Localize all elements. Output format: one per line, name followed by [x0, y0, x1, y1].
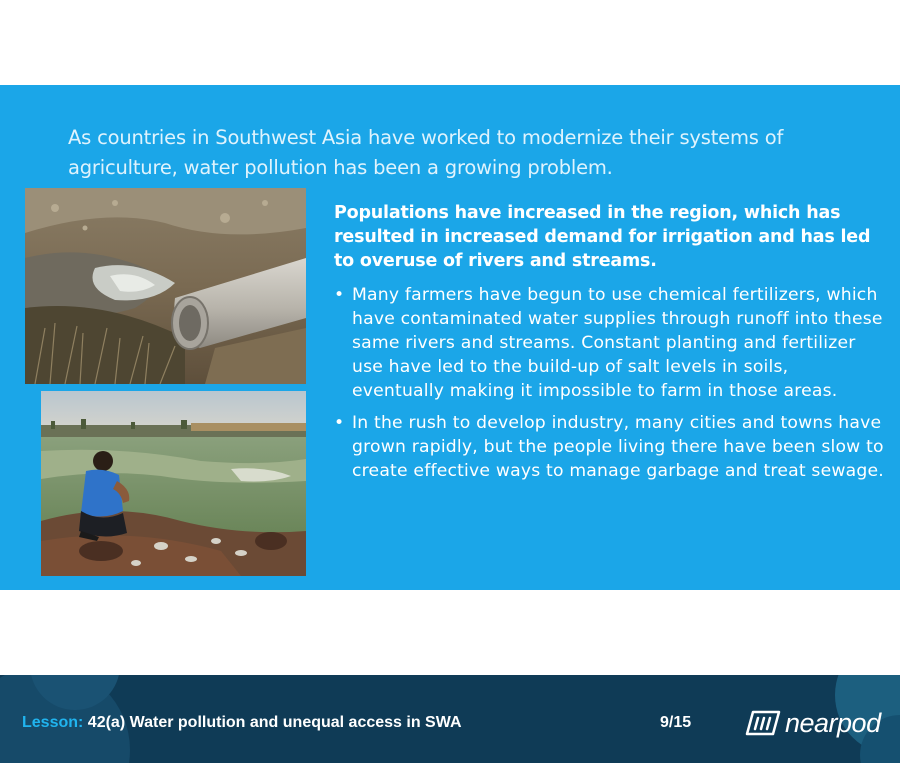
nearpod-logo [745, 708, 881, 738]
main-point: Populations have increased in the region, which has resulted in increased demand for irrigation and has led to overuse of rivers and streams. [334, 203, 871, 271]
nearpod-wordmark: nearpod [785, 708, 881, 738]
slide-title: As countries in Southwest Asia have worked to modernize their systems of agriculture, water pollution has been a growing problem. [68, 126, 784, 179]
footer-bar [0, 675, 900, 763]
nearpod-logo-icon [745, 710, 781, 736]
bullet-list [334, 283, 884, 483]
lesson-info [22, 714, 462, 732]
bullet-text: Many farmers have begun to use chemical fertilizers, which have contaminated water supplies through runoff into these same rivers and streams. Constant planting and fertilizer use have led to the build-up of salt levels in soils, eventually making it impossible to farm in those areas. [352, 285, 883, 401]
slide [0, 85, 900, 590]
photo-boy-at-shore [41, 391, 306, 576]
bullet-item [334, 411, 884, 483]
lesson-title: 42(a) Water pollution and unequal access in SWA [87, 714, 462, 731]
bullet-text: In the rush to develop industry, many cities and towns have grown rapidly, but the people living there have been slow to create effective ways to manage garbage and treat sewage. [352, 413, 884, 481]
bullet-item [334, 283, 884, 403]
lesson-label: Lesson: [22, 714, 84, 731]
page-counter: 9/15 [660, 714, 692, 731]
photo-discharge-pipe [25, 188, 306, 384]
bullet-dot: • [334, 413, 345, 433]
text-block [334, 201, 884, 491]
bullet-dot: • [334, 285, 345, 305]
